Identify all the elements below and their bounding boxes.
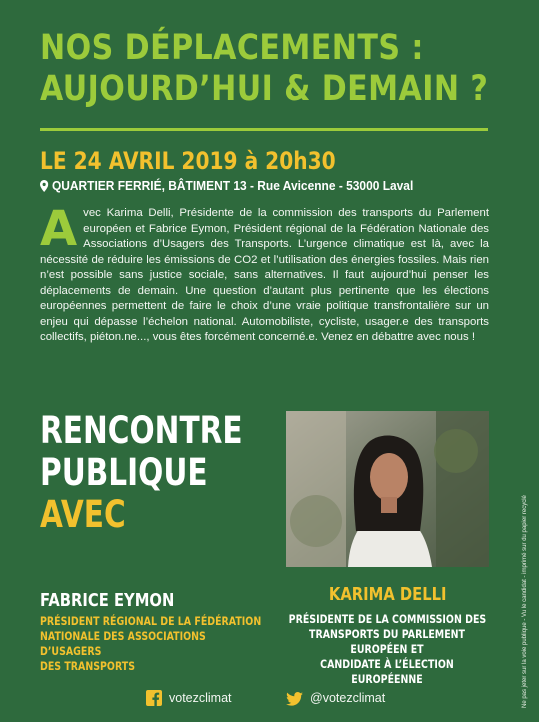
title-divider (40, 128, 488, 131)
speaker-2-role-line: TRANSPORTS DU PARLEMENT EUROPÉEN ET (309, 627, 465, 656)
facebook-link[interactable] (146, 690, 232, 710)
event-location (40, 178, 413, 196)
meeting-heading-line-1: RENCONTRE (40, 409, 243, 452)
event-date: LE 24 AVRIL 2019 à 20h30 (40, 147, 336, 175)
speaker-2-role-line: PRÉSIDENTE DE LA COMMISSION DES (288, 612, 486, 626)
speaker-2-name-text: KARIMA DELLI (328, 584, 447, 605)
speaker-1-role-line: DES TRANSPORTS (40, 659, 136, 673)
description-dropcap: A (40, 201, 78, 257)
legal-side-note: Ne pas jeter sur la voie publique - Vu le candidat - imprimé sur du papier recyclé (522, 495, 528, 708)
facebook-handle: votezclimat (169, 691, 232, 705)
title-line-1: NOS DÉPLACEMENTS : (40, 28, 424, 68)
twitter-link[interactable] (286, 690, 385, 710)
description-text: vec Karima Delli, Présidente de la commission des transports du Parlement européen et Fabrice Eymon, Président régional de la Fédération Nationale des Associations d’Usagers des Transports. L’urgence climatique est là, avec la nécessité de réduire les émissions de CO2 et l’utilisation des énergies fossiles. Mais rien n’est possible sans justice sociale, sans alternatives. Il faut aujourd’hui penser les déplacements de demain. Une question d’autant plus pertinente que les élections européennes permettent de faire le choix d’une vraie politique transfrontalière sur un enjeu qui dépasse l’échelon national. Automobiliste, cycliste, usager.e des transports collectifs, piéton.ne..., vous êtes forcément concerné.e. Venez en débattre avec nous ! (40, 207, 489, 343)
speaker-2-role-line: CANDIDATE À L’ÉLECTION EUROPÉENNE (320, 657, 454, 686)
title-line-2: AUJOURD’HUI & DEMAIN ? (40, 69, 489, 109)
speaker-1-role-line: PRÉSIDENT RÉGIONAL DE LA FÉDÉRATION (40, 614, 262, 628)
speaker-1-name: FABRICE EYMON (40, 590, 175, 611)
event-description (40, 201, 489, 346)
speaker-1-role (40, 614, 261, 674)
facebook-icon (146, 690, 162, 710)
event-location-text: QUARTIER FERRIÉ, BÂTIMENT 13 - Rue Avicenne - 53000 Laval (51, 178, 414, 193)
twitter-handle: @votezclimat (310, 691, 386, 705)
meeting-heading-line-3: AVEC (40, 493, 126, 536)
speaker-2-role (262, 612, 512, 687)
map-pin-icon (40, 180, 48, 196)
twitter-icon (286, 692, 303, 710)
speaker-photo (286, 411, 489, 567)
meeting-heading-line-2: PUBLIQUE (40, 451, 208, 494)
meeting-heading (40, 410, 243, 536)
poster-title (40, 28, 489, 110)
speaker-2-name (286, 584, 489, 606)
speaker-1-role-line: NATIONALE DES ASSOCIATIONS D’USAGERS (40, 629, 206, 658)
